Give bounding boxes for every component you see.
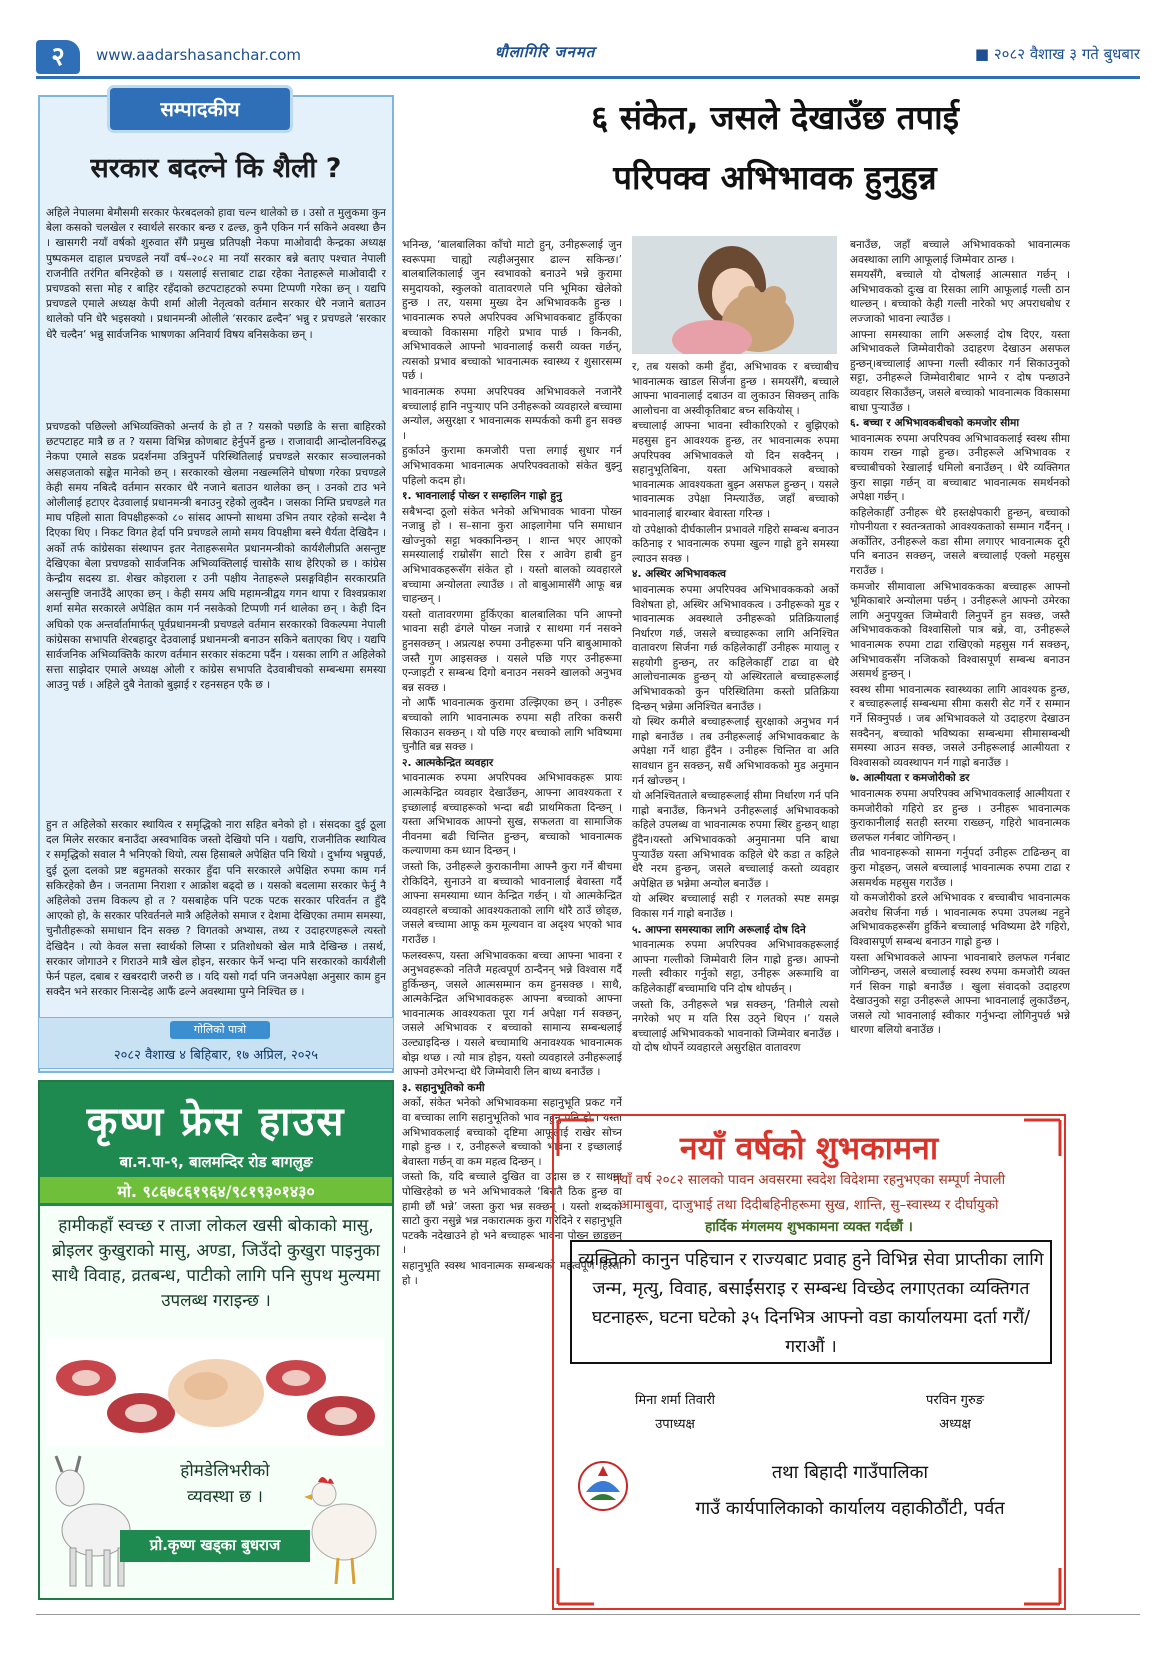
editorial-paragraph: प्रचण्डको पछिल्लो अभिव्यक्तिको अन्तर्य के हो त ? यसको पछाडि के सत्ता बाहिरको छटपटाहट मात्रै छ त ? यसमा विभिन्न कोणबाट हेर्नुपर्ने हुन्छ । राजावादी आन्दोलनविरुद्ध नेकपा एमाले सडक प्रदर्शनमा उत्रिनुपर्ने परिस्थितिलाई प्रचण्डले सरकार सञ्चालनको असहजताको सङ्केत मानेको छन् । सरकारको खेलमा नखल्मलिने घोषणा गरेका प्रचण्डले केही समय नबित्दै वर्तमान सरकार धेरै नजाने बताउन थालेका छन् । उनको टाउ भने ओलीलाई हटाएर देउवालाई प्रधानमन्त्री बनाउनु रहेको लुक्दैन । जसका निम्ति प्रचण्डले गत माघ पहिलो साता विपक्षीहरूको ८० सांसद आफ्नो साथमा उभिन तयार रहेको सन्देश नै दिएका थिए । निकट विगत हेर्दा पनि प्रचण्डले लामो समय विपक्षीमा बस्ने धैर्यता देखिदैन । अर्को तर्फ कांग्रेसका संस्थापन इतर नेताहरूसमेत प्रधानमन्त्रीको कार्यशैलीप्रति असन्तुष्ट देखिएका बेला प्रचण्डको सार्वजनिक अभिव्यक्तिलाई चासोकै साथ हेरिएको छ । कांग्रेस केन्द्रीय सदस्य डा. शेखर कोइराला र उनी पक्षीय नेताहरूले प्रसङ्गविहीन सरकारप्रति असन्तुष्टि जनाउँदै आएका छन् । केही समय अघि महामन्त्रीद्वय गगन थापा र विश्वप्रकाश शर्मा समेत सरकारले अपेक्षित काम गर्न नसकेको टिप्पणी गर्न थालेका छन् । केही दिन अघिको एक अन्तर्वार्तामार्फत् पूर्वप्रधानमन्त्री प्रचण्डले वर्तमान सरकारको विकल्पमा नेपाली कांग्रेसका सभापति शेरबहादुर देउवालाई प्रधानमन्त्री बनाउन सकिने बताएका थिए । यद्यपि सार्वजनिक अभिव्यक्तिकै कारण वर्तमान सरकार संकटमा पर्दैन । यसका लागि त अहिलेको सत्ता साझेदार एमाले अध्यक्ष ओली र कांग्रेस सभापति देउवाबीचको सम्बन्धमा समस्या आउनु पर्छ । अहिले दुबै नेताको बुझाई र रहनसहन एकै छ । <box>46 421 386 692</box>
article-subheading: ४. अस्थिर अभिभावकत्व <box>632 568 726 581</box>
article-paragraph: भनिन्छ, ‘बालबालिका काँचो माटो हुन्, उनीहरूलाई जुन स्वरूपमा चाह्यो त्यहीअनुसार ढाल्न सकिन्छ।’ बालबालिकालाई जुन स्वभावको बनाउने भन्ने कुरामा समुदायको, स्कुलको वातावरणले पनि भूमिका खेलेको हुन्छ । तर, यसमा मुख्य देन अभिभावककै हुन्छ । भावनात्मक रुपले अपरिपक्व अभिभावकबाट हुर्किएका बच्चाको विकासमा गहिरो प्रभाव पार्छ । किनकी, अभिभावकले आफ्नो भावनालाई कसरी व्यक्त गर्छन्, त्यसको प्रभाव बच्चाको भावनात्मक स्वास्थ्य र शुसारसम्म पर्छ । <box>402 239 622 383</box>
article-paragraph: कमजोर सीमावाला अभिभावककका बच्चाहरू आफ्नो भूमिकाबारे अन्योलमा पर्छन् । उनीहरूले आफ्नो उमेरका लागि अनुपयुक्त जिम्मेवारी लिनुपर्ने हुन सक्छ, जस्तै अभिभावककको विश्वासिलो पात्र बन्ने, वा, उनीहरूले भावनात्मक रुपमा टाढा राखिएको महसुस गर्न सक्छन्, अभिभावकसँग नजिकको विश्वासपूर्ण सम्बन्ध बनाउन असमर्थ हुन्छन् । <box>850 580 1070 681</box>
hen-icon <box>300 1460 386 1590</box>
site-url[interactable]: www.aadarshasanchar.com <box>96 46 302 64</box>
article-paragraph: बनाउँछ, जहाँ बच्चाले अभिभावकको भावनात्मक अवस्थाका लागि आफूलाई जिम्मेवार ठान्छ । <box>850 239 1070 266</box>
signatory-name: परविन गुरुङ <box>925 1393 985 1408</box>
article-paragraph: यो उपेक्षाको दीर्घकालीन प्रभावले गहिरो सम्बन्ध बनाउन कठिनाइ र भावनात्मक रुपमा खुल्न गाह्रो हुने समस्या ल्याउन सक्छ । <box>632 523 839 565</box>
article-paragraph: जस्तो कि, उनीहरूले कुराकानीमा आफ्नै कुरा गर्ने बीचमा रोकिदिने, सुनाउने वा बच्चाको भावनालाई बेवास्ता गर्दै आफ्ना समस्यामा ध्यान केन्द्रित गर्छन् । यो आत्मकेन्द्रित व्यवहारले बच्चाको आवश्यकताको लागि थोरै ठाउँ छोड्छ, जसले बच्चामा आफू कम मूल्यवान वा अदृश्य भएको भाव गराउँछ । <box>402 860 622 946</box>
article-subheading: ३. सहानुभूतिको कमी <box>402 1081 485 1094</box>
calendar-tag: गोलिको पात्रो <box>170 1021 270 1039</box>
greeting-line: नयाँ वर्ष २०८२ सालको पावन अवसरमा स्वदेश विदेशमा रहनुभएका सम्पूर्ण नेपाली <box>612 1172 1006 1188</box>
editorial-title: सरकार बदल्ने कि शैली ? <box>90 153 342 184</box>
office-name: गाउँ कार्यपालिकाको कार्यालय वहाकीठौंटी, पर्वत <box>695 1498 1005 1519</box>
article-paragraph: भावनात्मक रुपमा अपरिपक्व अभिभावकले नजानेरै बच्चालाई हानि नपुर्‍याए पनि उनीहरूको व्यवहारले बच्चामा अन्योल, असुरक्षा र भावनात्मक सम्पर्कको कमी हुन सक्छ । <box>402 385 622 442</box>
editorial-paragraph: अहिले नेपालमा बेमौसमी सरकार फेरबदलको हावा चल्न थालेको छ । उसो त मुलुकमा कुन बेला कसको चलखेल र स्वार्थले सरकार बन्छ र ढल्छ, कुनै एकिन गर्न सकिने अवस्था छैन । खासगरी नयाँ वर्षको शुरुवात सँगै प्रमुख प्रतिपक्षी नेकपा माओवादी केन्द्रका अध्यक्ष पुष्पकमल दाहाल प्रचण्डले नयाँ वर्ष–२०८२ मा नयाँ सरकार बन्ने बताए पश्चात नेपाली राजनीति तरंगित बनिरहेको छ । यसलाई सत्ताबाट टाढा रहेका नेताहरूले माओवादी र प्रचण्डको सत्ता मोह र बाहिर रहँदाको छटपटाहटको रुपमा टिप्पणी गरेका छन् । यद्यपि प्रचण्डले एमाले अध्यक्ष केपी शर्मा ओली नेतृत्वको वर्तमान सरकार धेरै नजाने बताउन थालेको पनि धेरै भइसक्यो । प्रधानमन्त्री ओलीले ‘सरकार ढल्दैन’ भन्नु र प्रचण्डले ‘सरकार धेरै चल्दैन’ भन्नु सार्वजनिक भाषणका अनिवार्य विषय बनिसकेका छन् । <box>46 207 386 341</box>
notice-text: व्यक्तिको कानुन पहिचान र राज्यबाट प्रवाह हुने विभिन्न सेवा प्राप्तीका लागि जन्म, मृत्यु, विवाह, बसाईंसराइ र सम्बन्ध विच्छेद लगाएतका व्यक्तिगत घटनाहरू, घटना घटेको ३५ दिनभित्र आफ्नो वडा कार्यालयमा दर्ता गरौं/गराऔं । <box>578 1250 1044 1357</box>
article-paragraph: यो अस्थिर बच्चालाई सही र गलतको स्पष्ट समझ विकास गर्न गाह्रो बनाउँछ । <box>632 893 839 920</box>
article-paragraph: भावनात्मक रुपमा अपरिपक्व अभिभावकलाई आत्मीयता र कमजोरीको गहिरो डर हुन्छ । उनीहरू भावनात्मक कुराकानीलाई सतही स्तरमा राख्छन्, गहिरो भावनात्मक छलफल गर्नबाट जोगिन्छन् । <box>850 787 1070 844</box>
article-paragraph: नो आफैँ भावनात्मक कुरामा उल्झिएका छन् । उनीहरू बच्चाको लागि भावनात्मक रुपमा सही तरिका कसरी सिकाउन सक्छन् । यो पछि गएर बच्चाको लागि भविष्यमा चुनौति बन्न सक्छ । <box>402 697 622 754</box>
article-paragraph: आफ्ना समस्याका लागि अरूलाई दोष दिएर, यस्ता अभिभावकले जिम्मेवारीको उदाहरण देखाउन असफल हुन्छन्।बच्चालाई आफ्ना गल्ती स्वीकार गर्न सिकाउनुको सट्टा, उनीहरूले जिम्मेवारीबाट भाग्ने र दोष पन्छाउने व्यवहार सिकाउँछन्, जसले बच्चाको भावनात्मक विकासमा बाधा पुर्‍याउँछ । <box>850 328 1070 414</box>
article-paragraph: भावनात्मक रुपमा अपरिपक्व अभिभावकहरू प्रायः आत्मकेन्द्रित व्यवहार देखाउँछन्, आफ्ना आवश्यकता र इच्छालाई बच्चाहरूको भन्दा बढी प्राथमिकता दिन्छन् । यस्ता अभिभावक आफ्नो सुख, सफलता वा सामाजिक नीवनमा बढी चिन्तित हुन्छन्, बच्चाको भावनात्मक कल्याणमा कम ध्यान दिन्छन् । <box>402 772 622 858</box>
article-paragraph: भावनात्मक रुपमा अपरिपक्व अभिभावककको अर्को विशेषता हो, अस्थिर अभिभावकत्व । उनीहरूको मुड र भावनात्मक अवस्थाले उनीहरूको प्रतिक्रियालाई निर्धारण गर्छ, जसले बच्चाहरूका लागि अनिश्चित वातावरण सिर्जना गर्छ कहिलेकाहीँ उनीहरू मायालु र सहयोगी हुन्छन्, तर कहिलेकाहीँ टाढा वा धेरै आलोचनात्मक हुन्छन् यो अस्थिरताले बच्चाहरूलाई अभिभावकको कुन परिस्थितिमा कस्तो प्रतिक्रिया दिन्छन् भन्नेमा अनिश्चित बनाउँछ । <box>632 583 839 713</box>
article-paragraph: यस्तो वातावरणमा हुर्किएका बालबालिका पनि आफ्नो भावना सही ढंगले पोख्न नजान्ने र साथमा गर्न नसक्ने हुनसक्छन् । अप्रत्यक्ष रुपमा उनीहरूमा पनि बाबुआमाको जस्तै गुण आइसक्छ । यसले पछि गएर उनीहरूमा एन्जाइटी र सम्बन्ध दिगो बनाउन नसक्ने खालको अनुभव बन्न सक्छ । <box>402 608 622 694</box>
article-paragraph: अर्को, संकेत भनेको अभिभावकमा सहानुभूति प्रकट गर्ने वा बच्चाका लागि सहानुभूतिको भाव नहुनु पनि हो । यस्ता अभिभावकलाई बच्चाको दृष्टिमा आफूलाई राखेर सोच्न गाह्रो हुन्छ । र, उनीहरूले बच्चाको भावना र इच्छालाई बेवास्ता गर्छन् वा कम महत्व दिन्छन् । <box>402 1097 622 1168</box>
ad-delivery-text <box>150 1458 300 1510</box>
signatory-name: मिना शर्मा तिवारी <box>634 1393 716 1408</box>
greeting-title: नयाँ वर्षको शुभकामना <box>679 1129 939 1167</box>
ad-address: बा.न.पा-९, बालमन्दिर रोड बागलुङ <box>119 1153 313 1171</box>
goat-icon <box>48 1450 138 1590</box>
editorial-tag: सम्पादकीय <box>110 88 290 130</box>
article-column <box>850 238 1070 1102</box>
article-headline <box>430 88 1120 208</box>
nepal-emblem-icon <box>576 1456 630 1514</box>
article-paragraph: भावनात्मक रुपमा अपरिपक्व अभिभावकलाई स्वस्थ सीमा कायम राख्न गाह्रो हुन्छ। उनीहरूले अभिभावक र बच्चाबीचको रेखालाई धमिलो बनाउँछन् । धेरै व्यक्तिगत कुरा साझा गर्छन् वा बच्चाबाट भावनात्मक समर्थनको अपेक्षा गर्छन् । <box>850 432 1070 504</box>
ad-delivery-line: व्यवस्था छ । <box>187 1487 263 1507</box>
article-paragraph: तीव्र भावनाहरूको सामना गर्नुपर्दा उनीहरू टाढिन्छन् वा कुरा मोड्छन्, जसले बच्चालाई भावनात्मक रुपमा टाढा र असमर्थक महसुस गराउँछ । <box>850 847 1070 889</box>
headline-line: परिपक्व अभिभावक हुनुहुन्न <box>613 158 937 197</box>
article-column <box>632 360 839 1102</box>
article-subheading: ६. बच्चा र अभिभावकबीचको कमजोर सीमा <box>850 417 1020 430</box>
article-paragraph: जस्तो कि, उनीहरूले भन्न सक्छन्, ‘तिमीले त्यसो नगरेको भए म यति रिस उठ्ने थिएन ।’ यसले बच्चालाई अभिभावकको भावनाको जिम्मेवार बनाउँछ । यो दोष थोपर्ने व्यवहारले असुरक्षित वातावरण <box>632 998 839 1055</box>
article-paragraph: जस्तो कि, यदि बच्चाले दुखित वा उदास छ र साथमा पोखिरहेको छ भने अभिभावकले ‘बिरातै ठिक हुन्छ वा हामी छौं भन्ने’ जस्ता कुरा भन्न सक्छन् । यस्तो शब्दको साटो कुरा नसुन्ने भन्न नकारात्मक कुरा गरिदिने र सहानुभूति पटक्कै नदेखाउने हो भने बच्चाहरू भावना पोख्न छाड्छन् । <box>402 1171 622 1257</box>
greeting-line: आमाबुवा, दाजुभाई तथा दिदीबहिनीहरूमा सुख, शान्ति, सु–स्वास्थ्य र दीर्घायुको <box>619 1197 999 1213</box>
ad-owner: प्रो.कृष्ण खड्का बुधराज <box>149 1536 281 1554</box>
article-paragraph: सहानुभूति स्वस्थ भावनात्मक सम्बन्धको महत्वपूर्ण हिस्सा हो । <box>402 1259 622 1287</box>
article-paragraph: यस्ता अभिभावकले आफ्ना भावनाबारे छलफल गर्नबाट जोगिन्छन्, जसले बच्चालाई स्वस्थ रुपमा कमजोरी व्यक्त गर्न सिक्न गाह्रो बनाउँछ । खुला संवादको उदाहरण देखाउनुको सट्टा उनीहरूले आफ्ना भावनालाई लुकाउँछन्, जसले त्यो भावनालाई स्वीकार गर्नुभन्दा लोगिनुपर्छ भन्ने धारणा बलियो बनाउँछ । <box>850 951 1070 1037</box>
article-paragraph: सबैभन्दा ठूलो संकेत भनेको अभिभावक भावना पोख्न नजान्नु हो । स–साना कुरा आइलागेमा पनि समाधान खोज्नुको सट्टा भक्कानिन्छन् । शान्त भएर आएको समस्यालाई राम्रोसँग साटो रिस र आवेग हाबी हुन अभिभावकहरूसँग संकेत हो । यस्तो बालको व्यवहारले बच्चामा अन्योलता ल्याउँछ । तो बाबुआमासँगै आफू बन्न चाहन्छन् । <box>402 505 622 606</box>
article-subheading: ७. आत्मीयता र कमजोरीको डर <box>850 772 970 785</box>
article-paragraph: कहिलेकाहीँ उनीहरू धेरै हस्तक्षेपकारी हुन्छन्, बच्चाको गोपनीयता र स्वतन्त्रताको आवश्यकताको सम्मान गर्दैनन् । अर्कोतिर, उनीहरूले कडा सीमा लगाएर भावनात्मक दूरी पनि बनाउन सक्छन्, जसले बच्चालाई एक्लो महसुस गराउँछ । <box>850 506 1070 578</box>
header-divider <box>36 76 1140 79</box>
article-paragraph: फलस्वरूप, यस्ता अभिभावकका बच्चा आफ्ना भावना र अनुभवहरूको नतिजै महत्वपूर्ण ठान्दैनन् भन्ने विश्वास गर्दै हुर्किन्छन्, जसले आत्मसम्मान कम हुनसक्छ । साथै, आत्मकेन्द्रित अभिभावकहरू आफ्ना बच्चाको आफ्ना भावनात्मक आवश्यकता पूरा गर्न अपेक्षा गर्न सक्छन्, जसले अभिभावक र बच्चाको सामान्य सम्बन्धलाई उल्ट्याइदिन्छ । यसले बच्चामाथि अनावश्यक भावनात्मक बोझ थप्छ । त्यो मात्र होइन, यस्तो व्यवहारले उनीहरूलाई आफ्नो उमेरभन्दा धेरै जिम्मेवारी लिन बाध्य बनाउँछ । <box>402 949 622 1079</box>
organization-name: तथा बिहादी गाउँपालिका <box>771 1462 929 1483</box>
ad-title: कृष्ण फ्रेस हाउस <box>86 1099 346 1145</box>
ad-description: हामीकहाँ स्वच्छ र ताजा लोकल खसी बोकाको मासु, ब्रोइलर कुखुराको मासु, अण्डा, जिउँदो कुखुरा पाइनुका साथै विवाह, व्रतबन्ध, पाटीको लागि पनि सुपथ मुल्यमा उपलब्ध गराइन्छ । <box>51 1216 381 1311</box>
footer-divider <box>36 1614 1140 1615</box>
article-paragraph: स्वस्थ सीमा भावनात्मक स्वास्थ्यका लागि आवश्यक हुन्छ, र बच्चाहरूलाई सम्बन्धमा सीमा कसरी सेट गर्ने र सम्मान गर्ने सिक्नुपर्छ । जब अभिभावकले यो उदाहरण देखाउन सक्दैनन्, बच्चाको भविष्यका सम्बन्धमा सीमासम्बन्धी समस्या आउन सक्छ, जसले उनीहरूलाई आत्मीयता र विश्वासको व्यवस्थापन गर्न गाह्रो बनाउँछ । <box>850 683 1070 769</box>
article-paragraph: बच्चालाई आफ्ना भावना स्वीकारिएको र बुझिएको महसुस हुन आवश्यक हुन्छ, तर भावनात्मक रुपमा अपरिपक्व अभिभावकले यो दिन सक्दैनन् । सहानुभूतिबिना, यस्ता अभिभावकले बच्चाको भावनात्मक आवश्यकता बुझ्न असफल हुन्छन् । यसले भावनात्मक उपेक्षा निम्त्याउँछ, जहाँ बच्चाको भावनालाई बारम्बार बेवास्ता गरिन्छ । <box>632 420 839 520</box>
calendar-date: २०८२ वैशाख ४ बिहिबार, १७ अप्रिल, २०२५ <box>113 1048 319 1063</box>
article-paragraph: हुर्काउने कुरामा कमजोरी पत्ता लगाई सुधार गर्न अभिभावकमा भावनात्मक अपरिपक्वताको संकेत बुझ्नु पहिलो कदम हो। <box>402 445 622 487</box>
page-number: २ <box>36 40 80 74</box>
masthead-logo: धौलागिरि जनमत <box>494 43 596 61</box>
article-subheading: ५. आफ्ना समस्याका लागि अरूलाई दोष दिने <box>632 923 806 936</box>
article-paragraph: यो स्थिर कमीले बच्चाहरूलाई सुरक्षाको अनुभव गर्न गाह्रो बनाउँछ । तब उनीहरूलाई अभिभावकबाट के अपेक्षा गर्ने थाहा हुँदैन । उनीहरू चिन्तित वा अति सावधान हुन सक्छन्, सधैं अभिभावकको मुड अनुमान गर्न खोज्छन् । <box>632 716 839 787</box>
signatory-role: अध्यक्ष <box>939 1417 971 1432</box>
greeting-line: हार्दिक मंगलमय शुभकामना व्यक्त गर्दछौं । <box>705 1219 913 1235</box>
article-paragraph: यो कमजोरीको डरले अभिभावक र बच्चाबीच भावनात्मक अवरोध सिर्जना गर्छ । भावनात्मक रुपमा उपलब्ध नहुने अभिभावकहरूसँग हुर्किने बच्चालाई भविष्यमा ढेरै गहिरो, विश्वासपूर्ण सम्बन्ध बनाउन गाह्रो हुन्छ । <box>850 892 1070 948</box>
issue-date: ■ २०८२ वैशाख ३ गते बुधबार <box>974 45 1140 63</box>
article-paragraph: यो अनिश्चितताले बच्चाहरूलाई सीमा निर्धारण गर्न पनि गाह्रो बनाउँछ, किनभने उनीहरूलाई अभिभावकको कहिले उपलब्ध वा भावनात्मक रुपमा स्थिर हुन्छन् थाहा हुँदैन।यस्तो अभिभावकको अनुमानमा पनि बाधा पुर्‍याउँछ यस्ता अभिभावक कहिले धेरै कडा त कहिले धेरै नरम हुन्छन्, जसले बच्चालाई कस्तो व्यवहार अपेक्षित छ भन्नेमा अन्योल बनाउँछ । <box>632 790 839 890</box>
ad-delivery-line: होमडेलिभरीको <box>180 1461 270 1481</box>
signatory-role: उपाध्यक्ष <box>655 1417 695 1432</box>
headline-line: ६ संकेत, जसले देखाउँछ तपाई <box>591 98 959 137</box>
meat-image <box>46 1338 384 1446</box>
article-paragraph: र, तब यसको कमी हुँदा, अभिभावक र बच्चाबीच भावनात्मक खाडल सिर्जना हुन्छ । समयसँगै, बच्चाले आफ्ना भावनालाई दबाउन वा लुकाउन सिक्छन् ताकि आलोचना वा अस्वीकृतिबाट बच्न सकियोस् । <box>632 361 839 417</box>
article-subheading: १. भावनालाई पोख्न र सम्हालिन गाह्रो हुनु <box>402 490 562 503</box>
ad-phone: मो. ९८६७८६१९६४/९८१९३०१४३० <box>117 1182 315 1201</box>
child-with-teddy-photo <box>632 236 837 354</box>
article-subheading: २. आत्मकेन्द्रित व्यवहार <box>402 756 494 769</box>
article-paragraph: समयसँगै, बच्चाले यो दोषलाई आत्मसात गर्छन् । अभिभावकको दुःख वा रिसका लागि आफूलाई गल्ती ठान थाल्छन् । बच्चाको केही गल्ती नारेको भए अपराधबोध र लज्जाको भावना ल्याउँछ । <box>850 269 1070 325</box>
editorial-paragraph: हुन त अहिलेको सरकार स्थायित्व र समृद्धिको नारा सहित बनेको हो । संसदका दुई ठूला दल मिलेर सरकार बनाउँदा अस्वभाविक जस्तो देखियो पनि । यद्यपि, राजनीतिक स्थायित्व र समृद्धिको सवाल नै भनिएको थियो, त्यस हिसाबले अपेक्षित पनि थियो । दुर्भाग्य भन्नुपर्छ, दुई ठूला दलको प्रष्ट बहुमतको सरकार हुँदा पनि सरकारले अपेक्षित रुपमा काम गर्न सकिरहेको छैन । जनतामा निराशा र आक्रोश बढ्दो छ । यसको बदलामा सरकार फेर्नु नै अहिलेको उत्तम विकल्प हो त ? यसबाहेक पनि पटक पटक सरकार परिवर्तन त हुँदै आएको हो, के सरकार परिवर्तनले मात्रै अहिलेको समाज र देशमा देखिएका तमाम समस्या, चुनौतीहरूको समाधान दिन सक्छ ? विगतको अभ्यास, तथ्य र उदाहरणहरूले त्यस्तो देखिदैन । त्यो केवल सत्ता स्वार्थको लिप्सा र प्रतिशोधको खेल मात्रै देखिन्छ । तसर्थ, सरकार जोगाउने र गिराउने मात्रै खेल होइन, सरकार फेर्ने भन्दा पनि सरकारको कार्यशैली फेर्न पहल, दबाब र खबरदारी जरुरी छ । यदि यसो गर्दा पनि जनअपेक्षा अनुसार काम हुन सक्दैन भने सरकार निःसन्देह आफैं ढल्ने अवस्थामा पुग्ने निश्चित छ । <box>46 819 386 999</box>
article-paragraph: भावनात्मक रुपमा अपरिपक्व अभिभावकहरूलाई आफ्ना गल्तीको जिम्मेवारी लिन गाह्रो हुन्छ। आफ्नो गल्ती स्वीकार गर्नुको सट्टा, उनीहरू अरूमाथि वा कहिलेकाहीँ बच्चामाथि पनि दोष थोपर्छन् । <box>632 939 839 995</box>
